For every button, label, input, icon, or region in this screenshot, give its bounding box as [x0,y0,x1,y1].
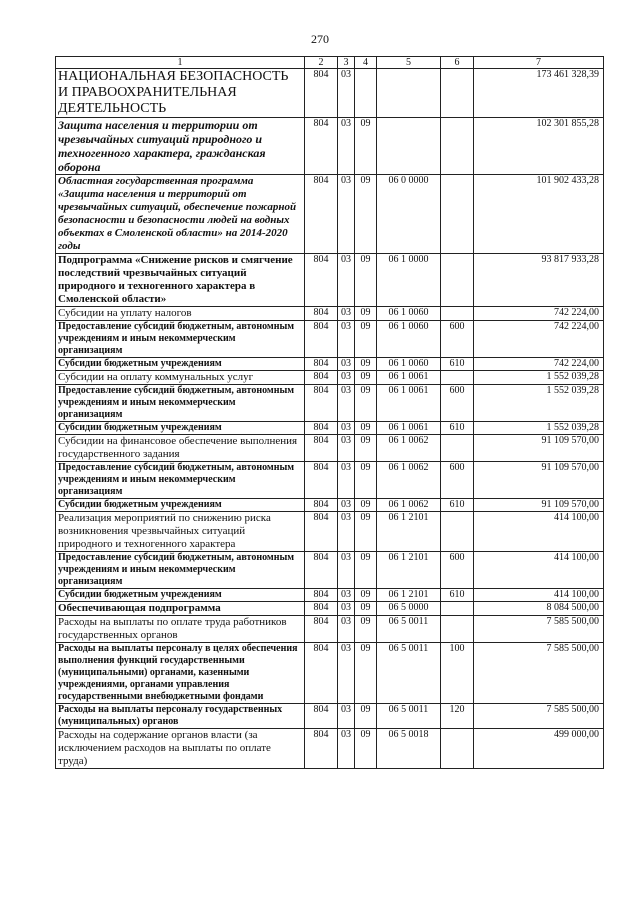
amount-cell: 173 461 328,39 [474,69,604,118]
row-name-cell: НАЦИОНАЛЬНАЯ БЕЗОПАСНОСТЬ И ПРАВООХРАНИТЕЛЬНАЯ ДЕЯТЕЛЬНОСТЬ [56,69,305,118]
code-col-5: 06 5 0011 [377,704,441,729]
row-name-cell: Субсидии на оплату коммунальных услуг [56,371,305,385]
code-col-3: 03 [338,462,355,499]
code-col-6 [441,175,474,254]
code-col-5: 06 1 0060 [377,358,441,371]
table-row [56,589,604,602]
amount-cell: 101 902 433,28 [474,175,604,254]
table-row [56,602,604,616]
table-row [56,704,604,729]
code-col-6: 600 [441,321,474,358]
budget-table [55,56,604,769]
code-col-4: 09 [355,552,377,589]
code-col-5: 06 1 0062 [377,499,441,512]
code-col-6: 600 [441,385,474,422]
column-header: 4 [355,57,377,69]
code-col-2: 804 [305,254,338,307]
code-col-6 [441,118,474,175]
amount-cell: 414 100,00 [474,512,604,552]
code-col-4: 09 [355,358,377,371]
code-col-4: 09 [355,307,377,321]
row-name-cell: Субсидии бюджетным учреждениям [56,589,305,602]
row-name-cell: Областная государственная программа «Защита населения и территорий от чрезвычайных ситуаций, обеспечение пожарной безопасности и безопасности людей на водных объектах в Смоленской области» на 2014-2020 годы [56,175,305,254]
code-col-6: 600 [441,462,474,499]
code-col-3: 03 [338,643,355,704]
code-col-5: 06 1 0000 [377,254,441,307]
table-row [56,321,604,358]
code-col-5: 06 1 0062 [377,462,441,499]
row-name-cell: Реализация мероприятий по снижению риска возникновения чрезвычайных ситуаций природного и техногенного характера [56,512,305,552]
row-name-cell: Субсидии на финансовое обеспечение выполнения государственного задания [56,435,305,462]
code-col-5: 06 0 0000 [377,175,441,254]
column-header: 6 [441,57,474,69]
code-col-5: 06 1 0061 [377,385,441,422]
table-row [56,435,604,462]
code-col-4 [355,69,377,118]
code-col-6 [441,371,474,385]
code-col-3: 03 [338,512,355,552]
amount-cell: 7 585 500,00 [474,616,604,643]
code-col-2: 804 [305,175,338,254]
code-col-4: 09 [355,321,377,358]
code-col-6: 610 [441,499,474,512]
amount-cell: 8 084 500,00 [474,602,604,616]
table-row [56,422,604,435]
column-header: 3 [338,57,355,69]
code-col-5: 06 1 0060 [377,307,441,321]
row-name-cell: Предоставление субсидий бюджетным, автономным учреждениям и иным некоммерческим организациям [56,385,305,422]
code-col-2: 804 [305,358,338,371]
code-col-4: 09 [355,704,377,729]
code-col-2: 804 [305,552,338,589]
amount-cell: 499 000,00 [474,729,604,769]
code-col-6 [441,254,474,307]
code-col-2: 804 [305,643,338,704]
code-col-5: 06 1 0061 [377,371,441,385]
code-col-6 [441,602,474,616]
code-col-6: 610 [441,358,474,371]
code-col-3: 03 [338,69,355,118]
table-row [56,385,604,422]
code-col-4: 09 [355,643,377,704]
row-name-cell: Субсидии бюджетным учреждениям [56,422,305,435]
code-col-3: 03 [338,307,355,321]
row-name-cell: Субсидии на уплату налогов [56,307,305,321]
code-col-5: 06 1 0062 [377,435,441,462]
code-col-3: 03 [338,371,355,385]
code-col-4: 09 [355,118,377,175]
code-col-5: 06 1 0060 [377,321,441,358]
column-header: 2 [305,57,338,69]
code-col-5 [377,118,441,175]
code-col-4: 09 [355,175,377,254]
column-header-row [56,57,604,69]
code-col-2: 804 [305,616,338,643]
code-col-6 [441,512,474,552]
code-col-6 [441,616,474,643]
page-number: 270 [311,32,329,46]
table-row [56,729,604,769]
table-row [56,69,604,118]
table-row [56,358,604,371]
code-col-3: 03 [338,321,355,358]
code-col-5 [377,69,441,118]
code-col-2: 804 [305,385,338,422]
code-col-6: 120 [441,704,474,729]
code-col-3: 03 [338,254,355,307]
amount-cell: 1 552 039,28 [474,422,604,435]
row-name-cell: Расходы на выплаты персоналу государственных (муниципальных) органов [56,704,305,729]
table-row [56,512,604,552]
table-row [56,254,604,307]
code-col-3: 03 [338,435,355,462]
code-col-4: 09 [355,602,377,616]
code-col-6: 610 [441,589,474,602]
code-col-3: 03 [338,118,355,175]
code-col-5: 06 1 2101 [377,552,441,589]
code-col-5: 06 1 2101 [377,589,441,602]
code-col-2: 804 [305,435,338,462]
row-name-cell: Предоставление субсидий бюджетным, автономным учреждениям и иным некоммерческим организациям [56,321,305,358]
code-col-6: 610 [441,422,474,435]
column-header: 5 [377,57,441,69]
code-col-5: 06 5 0011 [377,616,441,643]
code-col-2: 804 [305,499,338,512]
amount-cell: 742 224,00 [474,321,604,358]
code-col-6 [441,69,474,118]
code-col-3: 03 [338,385,355,422]
code-col-3: 03 [338,589,355,602]
table-row [56,175,604,254]
code-col-2: 804 [305,704,338,729]
code-col-5: 06 5 0000 [377,602,441,616]
code-col-2: 804 [305,589,338,602]
row-name-cell: Расходы на выплаты по оплате труда работников государственных органов [56,616,305,643]
code-col-4: 09 [355,729,377,769]
code-col-4: 09 [355,385,377,422]
row-name-cell: Предоставление субсидий бюджетным, автономным учреждениям и иным некоммерческим организациям [56,462,305,499]
code-col-4: 09 [355,254,377,307]
amount-cell: 93 817 933,28 [474,254,604,307]
column-header: 1 [56,57,305,69]
amount-cell: 102 301 855,28 [474,118,604,175]
code-col-2: 804 [305,602,338,616]
amount-cell: 1 552 039,28 [474,385,604,422]
code-col-6 [441,435,474,462]
code-col-4: 09 [355,422,377,435]
code-col-2: 804 [305,321,338,358]
table-row [56,499,604,512]
code-col-3: 03 [338,602,355,616]
code-col-6 [441,307,474,321]
code-col-4: 09 [355,371,377,385]
code-col-6: 100 [441,643,474,704]
table-row [56,552,604,589]
code-col-2: 804 [305,462,338,499]
code-col-3: 03 [338,704,355,729]
table-row [56,118,604,175]
table-row [56,643,604,704]
amount-cell: 91 109 570,00 [474,462,604,499]
code-col-2: 804 [305,512,338,552]
code-col-3: 03 [338,175,355,254]
amount-cell: 414 100,00 [474,552,604,589]
code-col-3: 03 [338,499,355,512]
amount-cell: 7 585 500,00 [474,704,604,729]
row-name-cell: Расходы на содержание органов власти (за исключением расходов на выплаты по оплате труда) [56,729,305,769]
code-col-2: 804 [305,307,338,321]
row-name-cell: Предоставление субсидий бюджетным, автономным учреждениям и иным некоммерческим организациям [56,552,305,589]
row-name-cell: Субсидии бюджетным учреждениям [56,499,305,512]
code-col-4: 09 [355,462,377,499]
code-col-4: 09 [355,512,377,552]
amount-cell: 742 224,00 [474,358,604,371]
code-col-5: 06 5 0018 [377,729,441,769]
code-col-2: 804 [305,69,338,118]
code-col-4: 09 [355,499,377,512]
code-col-3: 03 [338,552,355,589]
code-col-6 [441,729,474,769]
row-name-cell: Расходы на выплаты персоналу в целях обеспечения выполнения функций государственными (муниципальными) органами, казенными учреждениями, органами управления государственными внебюджетными фондами [56,643,305,704]
row-name-cell: Субсидии бюджетным учреждениям [56,358,305,371]
code-col-4: 09 [355,616,377,643]
code-col-3: 03 [338,616,355,643]
code-col-2: 804 [305,371,338,385]
amount-cell: 742 224,00 [474,307,604,321]
column-header: 7 [474,57,604,69]
amount-cell: 91 109 570,00 [474,499,604,512]
code-col-3: 03 [338,422,355,435]
code-col-5: 06 1 2101 [377,512,441,552]
table-row [56,462,604,499]
row-name-cell: Защита населения и территории от чрезвычайных ситуаций природного и техногенного характера, гражданская оборона [56,118,305,175]
code-col-2: 804 [305,729,338,769]
code-col-6: 600 [441,552,474,589]
row-name-cell: Обеспечивающая подпрограмма [56,602,305,616]
amount-cell: 7 585 500,00 [474,643,604,704]
amount-cell: 414 100,00 [474,589,604,602]
code-col-2: 804 [305,118,338,175]
code-col-2: 804 [305,422,338,435]
table-row [56,307,604,321]
table-row [56,616,604,643]
amount-cell: 1 552 039,28 [474,371,604,385]
code-col-3: 03 [338,358,355,371]
code-col-4: 09 [355,589,377,602]
table-row [56,371,604,385]
code-col-4: 09 [355,435,377,462]
amount-cell: 91 109 570,00 [474,435,604,462]
code-col-3: 03 [338,729,355,769]
row-name-cell: Подпрограмма «Снижение рисков и смягчение последствий чрезвычайных ситуаций природного и техногенного характера в Смоленской области» [56,254,305,307]
code-col-5: 06 5 0011 [377,643,441,704]
code-col-5: 06 1 0061 [377,422,441,435]
